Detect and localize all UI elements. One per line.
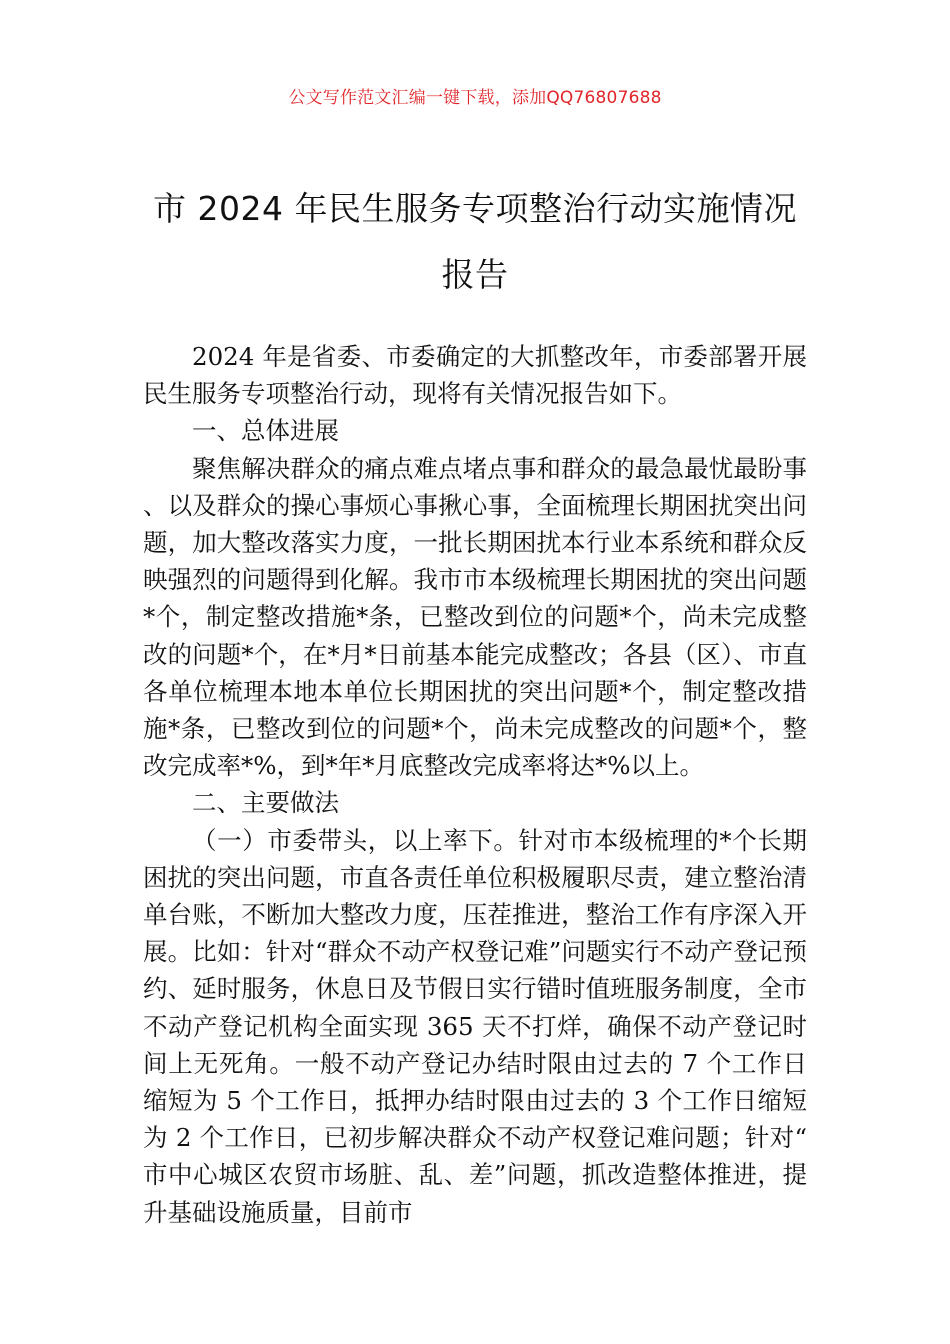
- section-heading-overall-progress: 一、总体进展: [192, 416, 339, 446]
- title-line-2: 报告: [441, 255, 509, 294]
- title-line-1: 市 2024 年民生服务专项整治行动实施情况: [153, 189, 797, 228]
- main-practices-paragraph: （一）市委带头，以上率下。针对市本级梳理的*个长期困扰的突出问题，市直各责任单位积极履职尽责，建立整治清单台账，不断加大整改力度，压茬推进，整治工作有序深入开展。比如：针对“群众不动产权登记难”问题实行不动产登记预约、延时服务，休息日及节假日实行错时值班服务制度，全市不动产登记机构全面实现 365 天不打烊，确保不动产登记时间上无死角。一般不动产登记办结时限由过去的 7 个工作日缩短为 5 个工作日，抵押办结时限由过去的 3 个工作日缩短为 2 个工作日，已初步解决群众不动产权登记难问题；针对“市中心城区农贸市场脏、乱、差”问题，抓改造整体推进，提升基础设施质量，目前市: [143, 825, 807, 1227]
- download-note: 公文写作范文汇编一键下载，添加QQ76807688: [288, 88, 662, 108]
- intro-paragraph: 2024 年是省委、市委确定的大抓整改年，市委部署开展民生服务专项整治行动，现将有关情况报告如下。: [143, 342, 807, 409]
- document-body: [143, 338, 807, 1231]
- overall-progress-paragraph: 聚焦解决群众的痛点难点堵点事和群众的最急最忧最盼事、以及群众的操心事烦心事揪心事，全面梳理长期困扰突出问题，加大整改落实力度，一批长期困扰本行业本系统和群众反映强烈的问题得到化解。我市市本级梳理长期困扰的突出问题*个，制定整改措施*条，已整改到位的问题*个，尚未完成整改的问题*个，在*月*日前基本能完成整改；各县（区）、市直各单位梳理本地本单位长期困扰的突出问题*个，制定整改措施*条，已整改到位的问题*个，尚未完成整改的问题*个，整改完成率*%，到*年*月底整改完成率将达*%以上。: [143, 453, 807, 781]
- section-heading-main-practices: 二、主要做法: [192, 788, 339, 818]
- document-title: [120, 176, 830, 308]
